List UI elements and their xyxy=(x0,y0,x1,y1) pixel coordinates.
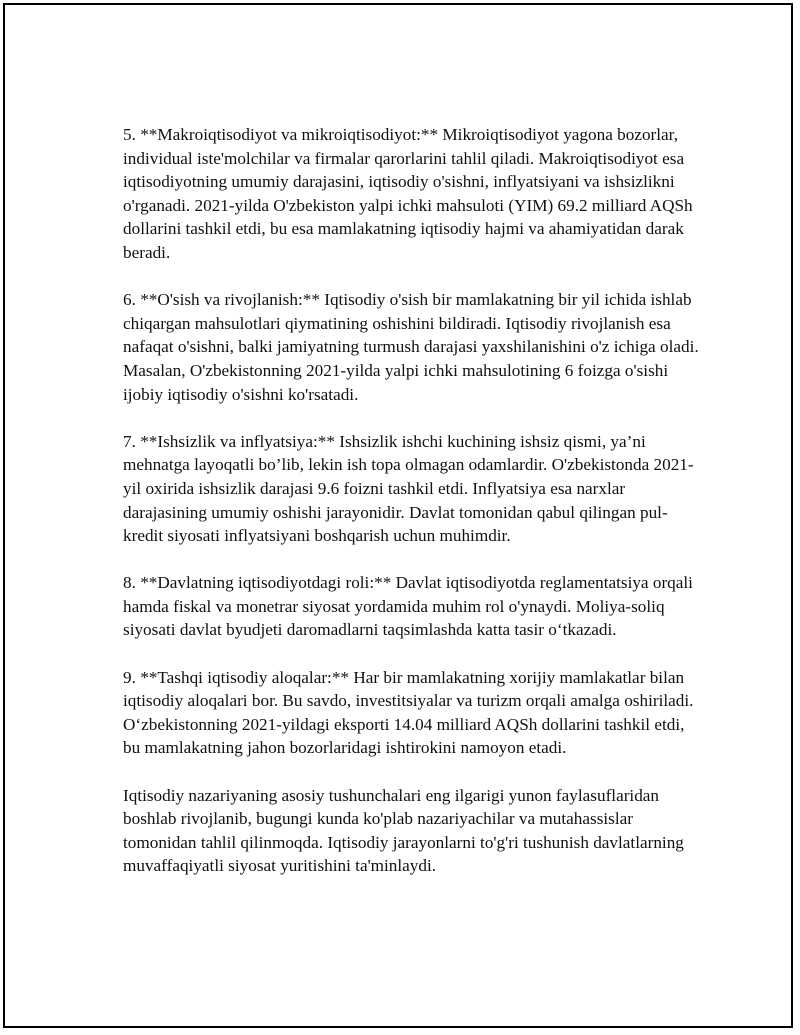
document-body xyxy=(123,123,703,878)
paragraph-state-role: 8. **Davlatning iqtisodiyotdagi roli:** Davlat iqtisodiyotda reglamentatsiya orqali hamda fiskal va monetrar siyosat yordamida muhim rol o'ynaydi. Moliya-soliq siyosati davlat byudjeti daromadlarni taqsimlashda katta tasir o‘tkazadi. xyxy=(123,573,693,640)
paragraph-macro-micro: 5. **Makroiqtisodiyot va mikroiqtisodiyot:** Mikroiqtisodiyot yagona bozorlar, individual iste'molchilar va firmalar qarorlarini tahlil qiladi. Makroiqtisodiyot esa iqtisodiyotning umumiy darajasini, iqtisodiy o'sishni, inflyatsiyani va ishsizlikni o'rganadi. 2021-yilda O'zbekiston yalpi ichki mahsuloti (YIM) 69.2 milliard AQSh dollarini tashkil etdi, bu esa mamlakatning iqtisodiy hajmi va ahamiyatidan darak beradi. xyxy=(123,125,693,262)
paragraph-conclusion: Iqtisodiy nazariyaning asosiy tushunchalari eng ilgarigi yunon faylasuflaridan boshlab rivojlanib, bugungi kunda ko'plab nazariyachilar va mutahassislar tomonidan tahlil qilinmoqda. Iqtisodiy jarayonlarni to'g'ri tushunish davlatlarning muvaffaqiyatli siyosat yuritishini ta'minlaydi. xyxy=(123,785,684,876)
page-frame xyxy=(3,3,793,1028)
paragraph-unemployment-inflation: 7. **Ishsizlik va inflyatsiya:** Ishsizlik ishchi kuchining ishsiz qismi, ya’ni mehnatga layoqatli bo’lib, lekin ish topa olmagan odamlardir. O'zbekistonda 2021-yil oxirida ishsizlik darajasi 9.6 foizni tashkil etdi. Inflyatsiya esa narxlar darajasining umumiy oshishi jarayonidir. Davlat tomonidan qabul qilingan pul-kredit siyosati inflyatsiyani boshqarish uchun muhimdir. xyxy=(123,431,694,546)
paragraph-foreign-relations: 9. **Tashqi iqtisodiy aloqalar:** Har bir mamlakatning xorijiy mamlakatlar bilan iqtisodiy aloqalari bor. Bu savdo, investitsiyalar va turizm orqali amalga oshiriladi. O‘zbekistonning 2021-yildagi eksporti 14.04 milliard AQSh dollarini tashkil etdi, bu mamlakatning jahon bozorlaridagi ishtirokini namoyon etadi. xyxy=(123,667,694,758)
paragraph-growth-development: 6. **O'sish va rivojlanish:** Iqtisodiy o'sish bir mamlakatning bir yil ichida ishlab chiqargan mahsulotlari qiymatining oshishini bildiradi. Iqtisodiy rivojlanish esa nafaqat o'sishni, balki jamiyatning turmush darajasi yaxshilanishini o'z ichiga oladi. Masalan, O'zbekistonning 2021-yilda yalpi ichki mahsulotining 6 foizga o'sishi ijobiy iqtisodiy o'sishni ko'rsatadi. xyxy=(123,290,699,404)
